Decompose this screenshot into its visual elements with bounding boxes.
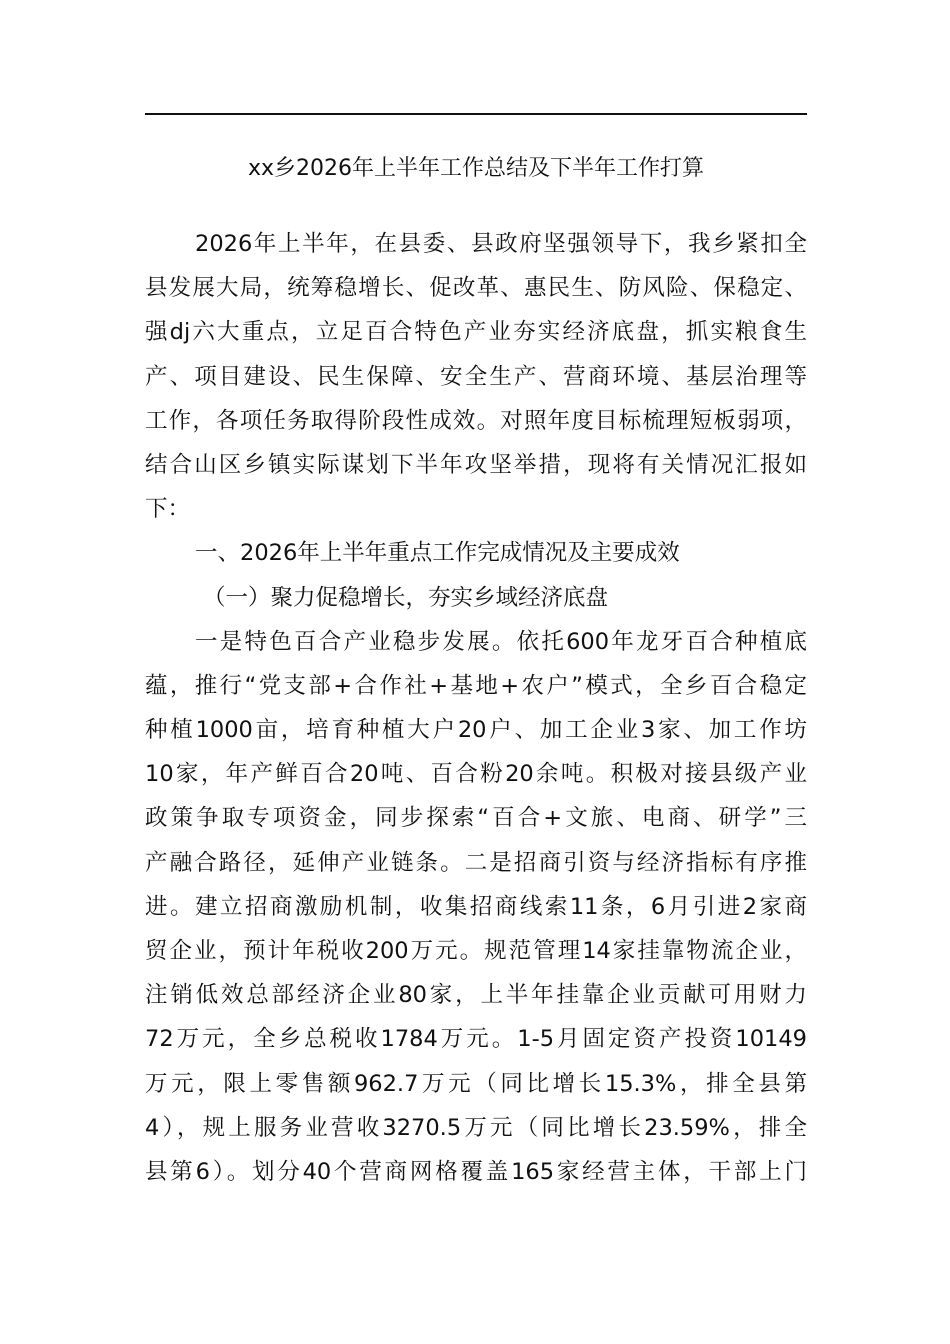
- paragraph-line: 产融合路径，延伸产业链条。二是招商引资与经济指标有序推: [145, 849, 807, 876]
- paragraph-line: 蕴，推行“党支部+合作社+基地+农户”模式，全乡百合稳定: [145, 672, 807, 699]
- paragraph-line: 产、项目建设、民生保障、安全生产、营商环境、基层治理等: [145, 363, 807, 390]
- document-body: [145, 222, 807, 1194]
- paragraph-line: 县第6）。划分40个营商网格覆盖165家经营主体，干部上门: [145, 1158, 807, 1185]
- paragraph-line: 政策争取专项资金，同步探索“百合+文旅、电商、研学”三: [145, 805, 807, 832]
- paragraph-line: 县发展大局，统筹稳增长、促改革、惠民生、防风险、保稳定、: [145, 275, 807, 302]
- paragraph-line: 2026年上半年，在县委、县政府坚强领导下，我乡紧扣全: [195, 231, 807, 257]
- subsection-heading: （一）聚力促稳增长，夯实乡域经济底盘: [203, 584, 609, 611]
- paragraph-line: 强dj六大重点，立足百合特色产业夯实经济底盘，抓实粮食生: [145, 319, 807, 346]
- paragraph-line: 进。建立招商激励机制，收集招商线索11条，6月引进2家商: [145, 893, 807, 920]
- paragraph-line: 结合山区乡镇实际谋划下半年攻坚举措，现将有关情况汇报如: [145, 451, 807, 478]
- paragraph-line: 万元，限上零售额962.7万元（同比增长15.3%，排全县第: [145, 1070, 807, 1097]
- paragraph-line: 贸企业，预计年税收200万元。规范管理14家挂靠物流企业，: [145, 938, 807, 964]
- paragraph-line: 72万元，全乡总税收1784万元。1-5月固定资产投资10149: [145, 1026, 807, 1053]
- paragraph-line: 4），规上服务业营收3270.5万元（同比增长23.59%，排全: [145, 1114, 807, 1141]
- header-rule: [145, 113, 807, 115]
- paragraph-line: 10家，年产鲜百合20吨、百合粉20余吨。积极对接县级产业: [145, 761, 807, 788]
- paragraph-line: 注销低效总部经济企业80家，上半年挂靠企业贡献可用财力: [145, 982, 807, 1009]
- paragraph-line: 一是特色百合产业稳步发展。依托600年龙牙百合种植底: [195, 628, 807, 655]
- section-heading: 一、2026年上半年重点工作完成情况及主要成效: [195, 540, 680, 567]
- paragraph-line: 种植1000亩，培育种植大户20户、加工企业3家、加工作坊: [145, 717, 807, 744]
- document-title: xx乡2026年上半年工作总结及下半年工作打算: [247, 156, 705, 181]
- paragraph-line: 下：: [145, 496, 191, 523]
- paragraph-line: 工作，各项任务取得阶段性成效。对照年度目标梳理短板弱项，: [145, 407, 807, 434]
